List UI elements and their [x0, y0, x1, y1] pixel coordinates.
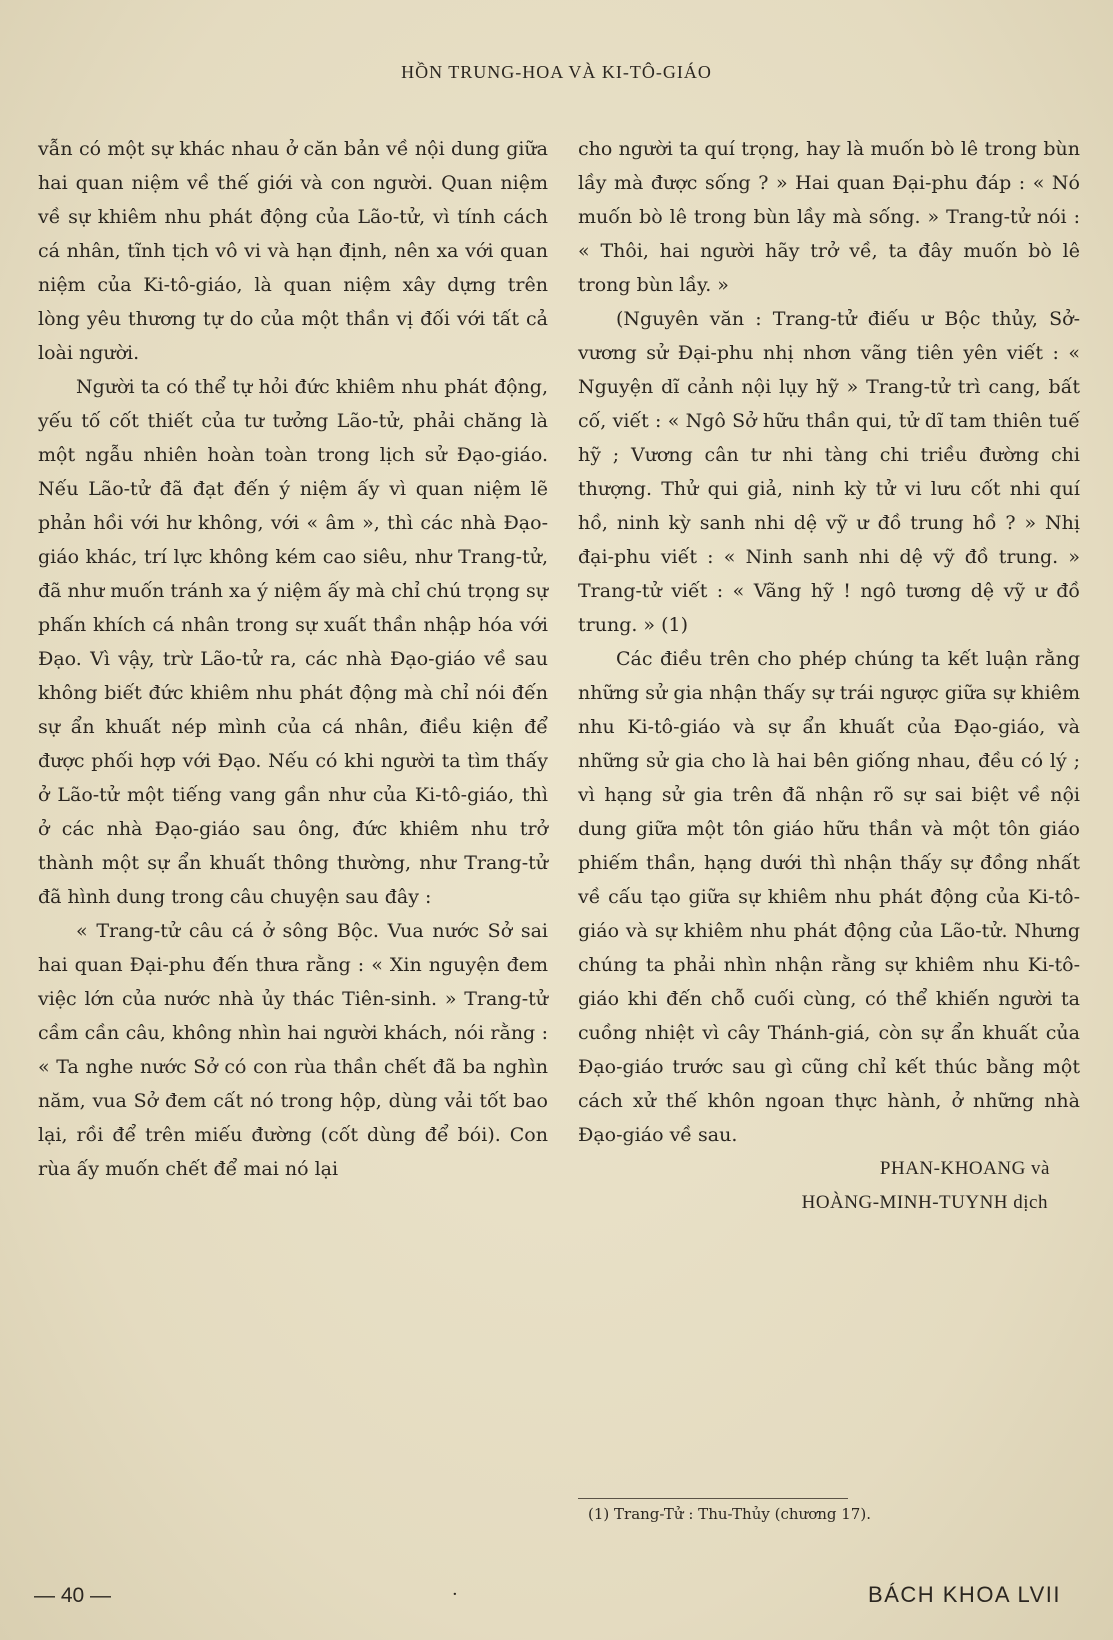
- right-paragraph-3: Các điều trên cho phép chúng ta kết luận rằng những sử gia nhận thấy sự trái ngược giữa sự khiêm nhu Ki-tô-giáo và sự ẩn khuất của Đạo-giáo, và những sử gia cho là hai bên giống nhau, đều có lý ; vì hạng sử gia trên đã nhận rõ sự sai biệt về nội dung giữa một tôn giáo hữu thần và một tôn giáo phiếm thần, hạng dưới thì nhận thấy sự đồng nhất về cấu tạo giữa sự khiêm nhu phát động của Ki-tô-giáo và sự khiêm nhu phát động của Lão-tử. Nhưng chúng ta phải nhìn nhận rằng sự khiêm nhu Ki-tô-giáo khi đến chỗ cuối cùng, có thể khiến người ta cuồng nhiệt vì cây Thánh-giá, còn sự ẩn khuất của Đạo-giáo trước sau gì cũng chỉ kết thúc bằng một cách xử thế khôn ngoan thực hành, ở những nhà Đạo-giáo về sau.: [578, 648, 1080, 1146]
- right-column: [578, 132, 1080, 1220]
- right-paragraph-1: cho người ta quí trọng, hay là muốn bò lê trong bùn lầy mà được sống ? » Hai quan Đại-phu đáp : « Nó muốn bò lê trong bùn lầy mà sống. » Trang-tử nói : « Thôi, hai người hãy trở về, ta đây muốn bò lê trong bùn lầy. »: [578, 138, 1080, 296]
- right-paragraph-2: (Nguyên văn : Trang-tử điếu ư Bộc thủy, Sở-vương sử Đại-phu nhị nhơn vãng tiên yên viết : « Nguyện dĩ cảnh nội lụy hỹ » Trang-tử trì cang, bất cố, viết : « Ngô Sở hữu thần qui, tử dĩ tam thiên tuế hỹ ; Vương cân tư nhi tàng chi triều đường chi thượng. Thử qui giả, ninh kỳ tử vi lưu cốt nhi quí hồ, ninh kỳ sanh nhi dệ vỹ ư đồ trung hồ ? » Nhị đại-phu viết : « Ninh sanh nhi dệ vỹ đồ trung. » Trang-tử viết : « Vãng hỹ ! ngô tương dệ vỹ ư đồ trung. » (1): [578, 308, 1080, 636]
- left-paragraph-3: « Trang-tử câu cá ở sông Bộc. Vua nước Sở sai hai quan Đại-phu đến thưa rằng : « Xin nguyện đem việc lớn của nước nhà ủy thác Tiên-sinh. » Trang-tử cầm cần câu, không nhìn hai người khách, nói rằng : « Ta nghe nước Sở có con rùa thần chết đã ba nghìn năm, vua Sở đem cất nó trong hộp, dùng vải tốt bao lại, rồi để trên miếu đường (cốt dùng để bói). Con rùa ấy muốn chết để mai nó lại: [38, 920, 548, 1180]
- left-paragraph-2: Người ta có thể tự hỏi đức khiêm nhu phát động, yếu tố cốt thiết của tư tưởng Lão-tử, phải chăng là một ngẫu nhiên hoàn toàn trong lịch sử Đạo-giáo. Nếu Lão-tử đã đạt đến ý niệm ấy vì quan niệm lẽ phản hồi với hư không, với « âm », thì các nhà Đạo-giáo khác, trí lực không kém cao siêu, như Trang-tử, đã như muốn tránh xa ý niệm ấy mà chỉ chú trọng sự phấn khích cá nhân trong sự xuất thần nhập hóa với Đạo. Vì vậy, trừ Lão-tử ra, các nhà Đạo-giáo về sau không biết đức khiêm nhu phát động mà chỉ nói đến sự ẩn khuất nép mình của cá nhân, điều kiện để được phối hợp với Đạo. Nếu có khi người ta tìm thấy ở Lão-tử một tiếng vang gần như của Ki-tô-giáo, thì ở các nhà Đạo-giáo sau ông, đức khiêm nhu trở thành một sự ẩn khuất thông thường, như Trang-tử đã hình dung trong câu chuyện sau đây :: [38, 376, 548, 908]
- footnote-divider: [578, 1498, 848, 1499]
- left-column: [38, 132, 548, 1186]
- translator-signature-line-2: HOÀNG-MINH-TUYNH dịch: [801, 1192, 1048, 1213]
- footer-dot: ·: [452, 1584, 458, 1605]
- left-paragraph-1: vẫn có một sự khác nhau ở căn bản về nội dung giữa hai quan niệm về thế giới và con người. Quan niệm về sự khiêm nhu phát động của Lão-tử, vì tính cách cá nhân, tĩnh tịch vô vi và hạn định, nên xa với quan niệm của Ki-tô-giáo, là quan niệm xây dựng trên lòng yêu thương tự do của một thần vị đối với tất cả loài người.: [38, 138, 548, 364]
- running-header: HỒN TRUNG-HOA VÀ KI-TÔ-GIÁO: [401, 62, 712, 82]
- translator-signature-line-1: PHAN-KHOANG và: [879, 1158, 1050, 1179]
- page-number: — 40 —: [34, 1584, 112, 1607]
- footnote: (1) Trang-Tử : Thu-Thủy (chương 17).: [588, 1505, 871, 1523]
- journal-title: BÁCH KHOA LVII: [868, 1582, 1061, 1607]
